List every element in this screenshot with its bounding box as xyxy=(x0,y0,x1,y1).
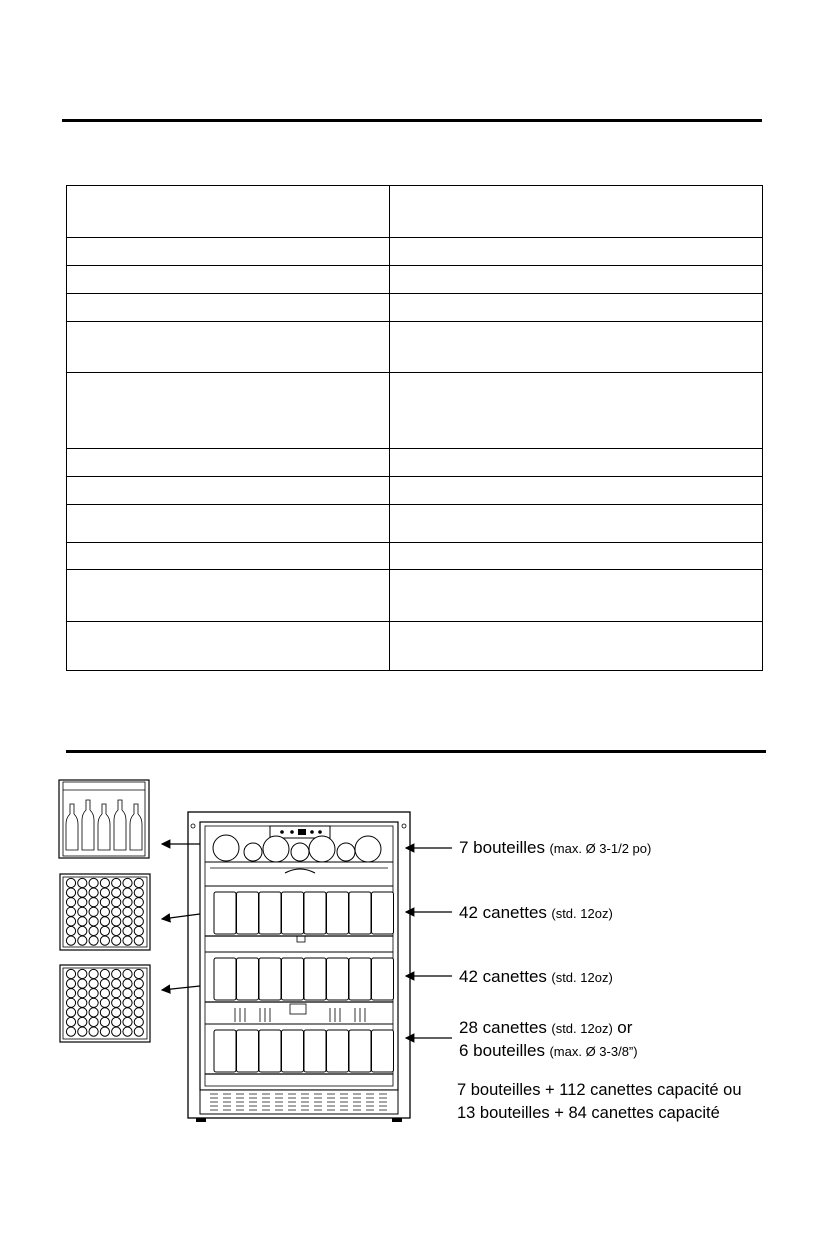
can-top-circle xyxy=(100,878,109,887)
can xyxy=(349,1030,371,1072)
shelf-3-capacity-label xyxy=(459,967,613,987)
shelf-1-count: 7 bouteilles xyxy=(459,838,546,857)
can-top-circle xyxy=(100,888,109,897)
can-top-circle xyxy=(134,1027,143,1036)
can-top-circle xyxy=(123,898,132,907)
can-top-circle xyxy=(123,989,132,998)
can-top-circle xyxy=(123,1027,132,1036)
can-top-circle xyxy=(123,1017,132,1026)
section-rule-middle xyxy=(66,750,766,753)
table-cell-value xyxy=(390,238,762,265)
shelf-4-or: or xyxy=(617,1018,633,1037)
table-row xyxy=(67,293,762,321)
can-top-circle xyxy=(123,979,132,988)
can xyxy=(304,892,326,934)
shelf-3-count: 42 canettes xyxy=(459,967,547,986)
shelf-4-spec: (std. 12oz) xyxy=(551,1021,613,1036)
can xyxy=(349,958,371,1000)
can-top-circle xyxy=(66,907,75,916)
table-cell-value xyxy=(390,449,762,476)
can-top-circle xyxy=(66,989,75,998)
can-top-circle xyxy=(134,926,143,935)
table-cell-label xyxy=(67,449,390,476)
can xyxy=(349,892,371,934)
can-top-circle xyxy=(112,917,121,926)
can xyxy=(237,892,259,934)
can-shelf-inset-1 xyxy=(60,874,150,950)
can-top-circle xyxy=(89,979,98,988)
can-top-circle xyxy=(112,926,121,935)
can-top-circle xyxy=(134,979,143,988)
table-cell-value xyxy=(390,266,762,293)
can-top-circle xyxy=(100,1017,109,1026)
table-cell-label xyxy=(67,266,390,293)
can-top-circle xyxy=(78,989,87,998)
can-top-circle xyxy=(123,888,132,897)
can-top-circle xyxy=(112,878,121,887)
table-row xyxy=(67,237,762,265)
table-cell-value xyxy=(390,373,762,448)
table-cell-label xyxy=(67,477,390,504)
can xyxy=(282,1030,304,1072)
can-top-circle xyxy=(134,969,143,978)
can-top-circle xyxy=(66,878,75,887)
specification-table xyxy=(66,185,763,671)
can-top-circle xyxy=(78,878,87,887)
table-cell-label xyxy=(67,622,390,670)
table-cell-value xyxy=(390,477,762,504)
section-rule-top xyxy=(62,119,762,122)
table-row xyxy=(67,265,762,293)
can-top-circle xyxy=(66,969,75,978)
total-capacity-line-1: 7 bouteilles + 112 canettes capacité ou xyxy=(457,1081,742,1099)
shelf-4-alt-spec: (max. Ø 3-3/8”) xyxy=(549,1044,638,1059)
can-top-circle xyxy=(89,878,98,887)
can-top-circle xyxy=(100,936,109,945)
table-cell-label xyxy=(67,543,390,569)
can xyxy=(372,958,394,1000)
can-top-circle xyxy=(100,969,109,978)
can-top-circle xyxy=(100,898,109,907)
shelf-1-spec: (max. Ø 3-1/2 po) xyxy=(549,841,652,856)
can-top-circle xyxy=(78,888,87,897)
table-row xyxy=(67,321,762,372)
can xyxy=(237,1030,259,1072)
shelf-4-count: 28 canettes xyxy=(459,1018,547,1037)
shelf-2-capacity-label xyxy=(459,903,613,923)
can-top-circle xyxy=(66,888,75,897)
can xyxy=(304,1030,326,1072)
total-capacity-line-2: 13 bouteilles + 84 canettes capacité xyxy=(457,1104,720,1122)
table-cell-value xyxy=(390,543,762,569)
can-top-circle xyxy=(89,917,98,926)
can-top-circle xyxy=(123,998,132,1007)
can xyxy=(372,892,394,934)
table-cell-value xyxy=(390,622,762,670)
can-top-circle xyxy=(89,1008,98,1017)
can-top-circle xyxy=(112,1017,121,1026)
can-top-circle xyxy=(123,917,132,926)
table-cell-value xyxy=(390,322,762,372)
can-top-circle xyxy=(123,926,132,935)
can xyxy=(372,1030,394,1072)
can-top-circle xyxy=(66,1017,75,1026)
can-top-circle xyxy=(100,926,109,935)
fridge-capacity-diagram xyxy=(0,760,823,1160)
can-top-circle xyxy=(66,926,75,935)
can-top-circle xyxy=(78,917,87,926)
can xyxy=(259,1030,281,1072)
table-row xyxy=(67,504,762,542)
can-top-circle xyxy=(89,969,98,978)
can-top-circle xyxy=(66,936,75,945)
can-top-circle xyxy=(89,926,98,935)
table-cell-label xyxy=(67,238,390,265)
can-top-circle xyxy=(134,989,143,998)
can-top-circle xyxy=(112,1008,121,1017)
can-top-circle xyxy=(89,888,98,897)
can-top-circle xyxy=(78,998,87,1007)
shelf-4-alt-count: 6 bouteilles xyxy=(459,1041,546,1060)
table-row xyxy=(67,542,762,569)
can xyxy=(327,892,349,934)
can-top-circle xyxy=(112,936,121,945)
can-top-circle xyxy=(112,1027,121,1036)
can xyxy=(214,958,236,1000)
can-top-circle xyxy=(134,917,143,926)
can-top-circle xyxy=(89,1017,98,1026)
can-top-circle xyxy=(112,888,121,897)
can-top-circle xyxy=(78,1017,87,1026)
can-top-circle xyxy=(66,917,75,926)
bottle-shelf-inset xyxy=(59,780,149,858)
can-top-circle xyxy=(78,969,87,978)
can-top-circle xyxy=(78,936,87,945)
can-top-circle xyxy=(134,1008,143,1017)
table-cell-value xyxy=(390,186,762,237)
can-top-circle xyxy=(112,969,121,978)
can xyxy=(327,958,349,1000)
can xyxy=(304,958,326,1000)
can-top-circle xyxy=(100,979,109,988)
table-row xyxy=(67,621,762,670)
can-top-circle xyxy=(78,926,87,935)
can-top-circle xyxy=(100,917,109,926)
can-top-circle xyxy=(134,936,143,945)
can-top-circle xyxy=(134,998,143,1007)
can-top-circle xyxy=(112,998,121,1007)
table-row xyxy=(67,569,762,621)
can-top-circle xyxy=(123,936,132,945)
can xyxy=(214,892,236,934)
can-top-circle xyxy=(123,1008,132,1017)
can xyxy=(237,958,259,1000)
can-top-circle xyxy=(100,1008,109,1017)
can-top-circle xyxy=(78,907,87,916)
can-top-circle xyxy=(78,979,87,988)
can-top-circle xyxy=(123,907,132,916)
table-cell-label xyxy=(67,505,390,542)
shelf-2-count: 42 canettes xyxy=(459,903,547,922)
table-cell-label xyxy=(67,322,390,372)
shelf-2-spec: (std. 12oz) xyxy=(551,906,613,921)
table-row xyxy=(67,186,762,237)
can-top-circle xyxy=(134,898,143,907)
can-top-circle xyxy=(89,989,98,998)
can-top-circle xyxy=(134,907,143,916)
table-row xyxy=(67,448,762,476)
can-top-circle xyxy=(89,936,98,945)
can-top-circle xyxy=(100,907,109,916)
can-top-circle xyxy=(112,989,121,998)
can-top-circle xyxy=(66,998,75,1007)
can-top-circle xyxy=(89,907,98,916)
can xyxy=(327,1030,349,1072)
shelf-1-capacity-label xyxy=(459,838,651,858)
shelf-3-spec: (std. 12oz) xyxy=(551,970,613,985)
can-top-circle xyxy=(112,898,121,907)
can xyxy=(259,892,281,934)
table-cell-label xyxy=(67,373,390,448)
can xyxy=(282,958,304,1000)
can-top-circle xyxy=(89,998,98,1007)
can-top-circle xyxy=(100,1027,109,1036)
table-cell-value xyxy=(390,294,762,321)
can-top-circle xyxy=(112,979,121,988)
table-row xyxy=(67,476,762,504)
can xyxy=(214,1030,236,1072)
can-top-circle xyxy=(78,1008,87,1017)
table-cell-label xyxy=(67,294,390,321)
can-top-circle xyxy=(123,878,132,887)
fridge-front-view xyxy=(188,812,410,1122)
can-top-circle xyxy=(66,1008,75,1017)
can-top-circle xyxy=(66,898,75,907)
table-cell-label xyxy=(67,186,390,237)
can-top-circle xyxy=(134,1017,143,1026)
table-cell-value xyxy=(390,505,762,542)
can-top-circle xyxy=(134,878,143,887)
shelf-4-capacity-label xyxy=(459,1018,632,1038)
can-top-circle xyxy=(112,907,121,916)
can-top-circle xyxy=(66,1027,75,1036)
can-top-circle xyxy=(100,989,109,998)
shelf-4-alt-capacity-label xyxy=(459,1041,638,1061)
can-top-circle xyxy=(134,888,143,897)
table-cell-value xyxy=(390,570,762,621)
can-top-circle xyxy=(100,998,109,1007)
can xyxy=(259,958,281,1000)
can-top-circle xyxy=(78,898,87,907)
can-top-circle xyxy=(66,979,75,988)
table-row xyxy=(67,372,762,448)
can-top-circle xyxy=(89,898,98,907)
label-arrows xyxy=(406,848,452,1038)
can-top-circle xyxy=(78,1027,87,1036)
can xyxy=(282,892,304,934)
can-top-circle xyxy=(123,969,132,978)
can-shelf-inset-2 xyxy=(60,965,150,1042)
can-top-circle xyxy=(89,1027,98,1036)
table-cell-label xyxy=(67,570,390,621)
